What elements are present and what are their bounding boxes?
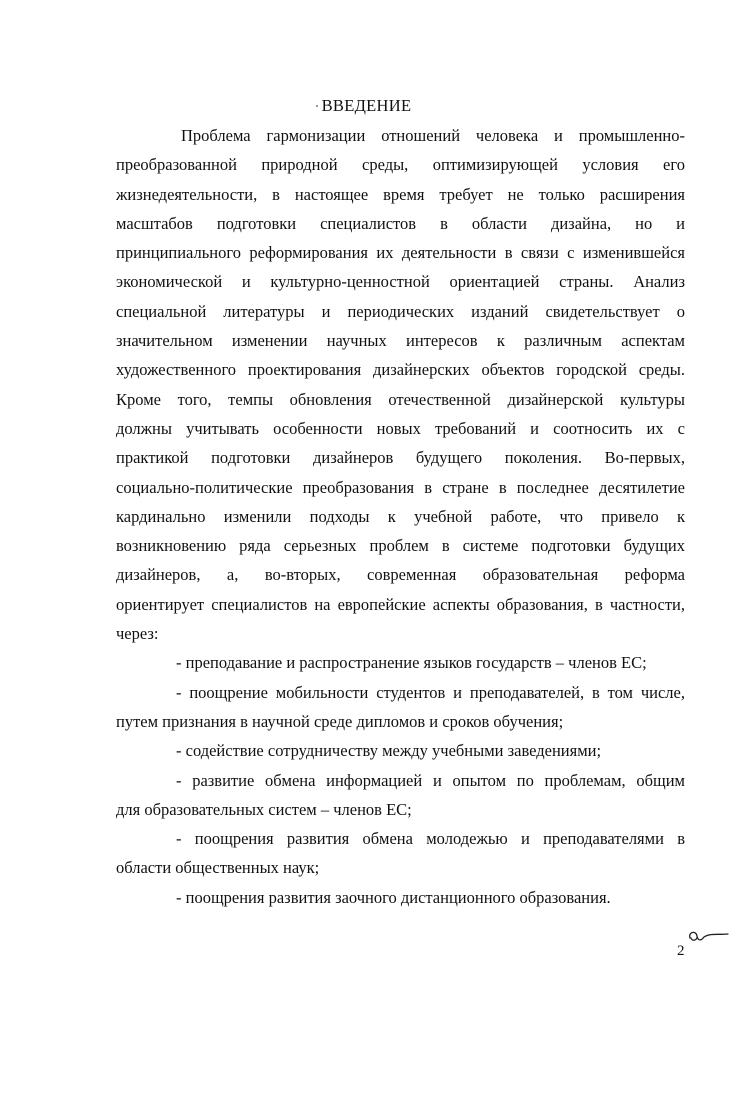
text-line: принципиального реформирования их деятельности в связи с изменившейся	[116, 243, 685, 263]
text-line: Кроме того, темпы обновления отечественной дизайнерской культуры	[116, 389, 685, 409]
page-title: ВВЕДЕНИЕ	[321, 96, 412, 115]
text-line: масштабов подготовки специалистов в области дизайна, но и	[116, 213, 685, 233]
text-line: Проблема гармонизации отношений человека и промышленно-	[181, 126, 685, 145]
list-item-continuation: области общественных наук;	[116, 858, 320, 878]
handwritten-mark	[686, 922, 730, 950]
text-line: кардинально изменили подходы к учебной работе, что привело к	[116, 506, 685, 526]
text-line: дизайнеров, а, во-вторых, современная образовательная реформа	[116, 565, 685, 585]
list-item: - поощрения развития заочного дистанционного образования.	[176, 887, 611, 907]
list-item: - поощрение мобильности студентов и преподавателей, в том числе,	[176, 682, 685, 702]
text-line: социально-политические преобразования в стране в последнее десятилетие	[116, 477, 685, 497]
text-line: практикой подготовки дизайнеров будущего поколения. Во-первых,	[116, 448, 685, 468]
text-line: через:	[116, 624, 159, 644]
list-item: - развитие обмена информацией и опытом по проблемам, общим	[176, 770, 685, 790]
text-line: преобразованной природной среды, оптимизирующей условия его	[116, 155, 685, 175]
text-line: ориентирует специалистов на европейские аспекты образования, в частности,	[116, 594, 685, 614]
text-line: экономической и культурно-ценностной ориентацией страны. Анализ	[116, 272, 685, 292]
list-item: - преподавание и распространение языков государств – членов ЕС;	[176, 653, 647, 673]
text-line: значительном изменении научных интересов к различным аспектам	[116, 331, 685, 351]
list-item-continuation: для образовательных систем – членов ЕС;	[116, 799, 412, 819]
list-item-continuation: путем признания в научной среде дипломов и сроков обучения;	[116, 711, 564, 731]
list-item: - содействие сотрудничеству между учебными заведениями;	[176, 741, 602, 761]
body-text	[116, 121, 685, 912]
list-item: - поощрения развития обмена молодежью и преподавателями в	[176, 829, 685, 849]
text-line: специальной литературы и периодических изданий свидетельствует о	[116, 301, 685, 321]
text-line: жизнедеятельности, в настоящее время требует не только расширения	[116, 184, 685, 204]
text-line: художественного проектирования дизайнерских объектов городской среды.	[116, 360, 685, 380]
page-number: 2	[677, 943, 685, 959]
text-line: возникновению ряда серьезных проблем в системе подготовки будущих	[116, 536, 685, 556]
text-line: должны учитывать особенности новых требований и соотносить их с	[116, 418, 685, 438]
